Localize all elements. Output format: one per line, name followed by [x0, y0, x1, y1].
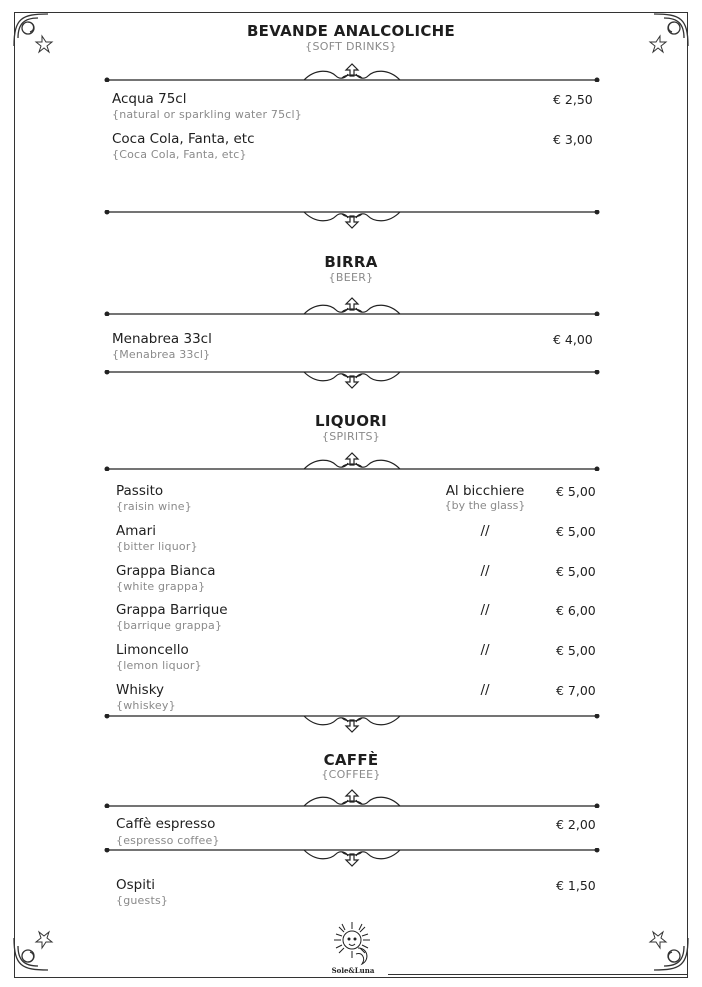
section-divider	[104, 788, 600, 808]
item-name: Passito	[116, 483, 164, 499]
section-title-soft-drinks: BEVANDE ANALCOLICHE	[246, 22, 456, 40]
item-by-glass-mark: //	[480, 523, 490, 539]
section-divider	[104, 451, 600, 471]
section-divider	[104, 210, 600, 230]
item-name: Acqua 75cl	[112, 91, 187, 107]
item-description: {whiskey}	[116, 699, 176, 712]
item-description: {guests}	[116, 894, 169, 907]
section-title-coffee: CAFFÈ	[323, 751, 379, 769]
section-divider	[104, 848, 600, 868]
item-by-glass-mark: //	[480, 563, 490, 579]
item-price: € 2,00	[556, 817, 596, 832]
item-price: € 5,00	[556, 564, 596, 579]
section-title-spirits: LIQUORI	[314, 412, 388, 430]
item-description: {natural or sparkling water 75cl}	[112, 108, 303, 121]
item-name: Grappa Barrique	[116, 602, 228, 618]
item-description: {lemon liquor}	[116, 659, 202, 672]
item-name: Menabrea 33cl	[112, 331, 212, 347]
item-price: € 2,50	[553, 92, 593, 107]
section-divider	[104, 62, 600, 82]
item-name: Caffè espresso	[116, 816, 216, 832]
item-description: {Menabrea 33cl}	[112, 348, 211, 361]
item-description: {barrique grappa}	[116, 619, 223, 632]
section-subtitle-spirits: {SPIRITS}	[321, 430, 381, 443]
item-by-glass-mark: //	[480, 682, 490, 698]
by-the-glass-header	[430, 483, 540, 512]
item-price: € 3,00	[553, 132, 593, 147]
item-name: Whisky	[116, 682, 165, 698]
item-by-glass-mark: //	[480, 642, 490, 658]
item-price: € 6,00	[556, 603, 596, 618]
by-the-glass-label: Al bicchiere	[445, 483, 525, 499]
by-the-glass-sublabel: {by the glass}	[444, 499, 526, 512]
section-subtitle-coffee: {COFFEE}	[321, 768, 381, 781]
item-price: € 5,00	[556, 484, 596, 499]
item-name: Amari	[116, 523, 156, 539]
item-price: € 5,00	[556, 524, 596, 539]
item-description: {bitter liquor}	[116, 540, 198, 553]
section-divider	[104, 296, 600, 316]
item-name: Ospiti	[116, 877, 156, 893]
item-description: {white grappa}	[116, 580, 206, 593]
item-price: € 7,00	[556, 683, 596, 698]
section-subtitle-soft-drinks: {SOFT DRINKS}	[305, 40, 397, 53]
corner-ornament-icon	[646, 928, 694, 976]
item-description: {espresso coffee}	[116, 834, 220, 847]
logo-text: Sole&Luna	[331, 966, 375, 975]
section-divider	[104, 714, 600, 734]
item-price: € 5,00	[556, 643, 596, 658]
item-name: Grappa Bianca	[116, 563, 216, 579]
item-name: Limoncello	[116, 642, 189, 658]
section-title-beer: BIRRA	[324, 253, 378, 271]
corner-ornament-icon	[8, 928, 56, 976]
section-divider	[104, 370, 600, 390]
item-description: {Coca Cola, Fanta, etc}	[112, 148, 247, 161]
item-description: {raisin wine}	[116, 500, 192, 513]
section-subtitle-beer: {BEER}	[328, 271, 374, 284]
footer-line	[388, 974, 688, 975]
item-name: Coca Cola, Fanta, etc	[112, 131, 255, 147]
item-by-glass-mark: //	[480, 602, 490, 618]
item-price: € 1,50	[556, 878, 596, 893]
item-price: € 4,00	[553, 332, 593, 347]
